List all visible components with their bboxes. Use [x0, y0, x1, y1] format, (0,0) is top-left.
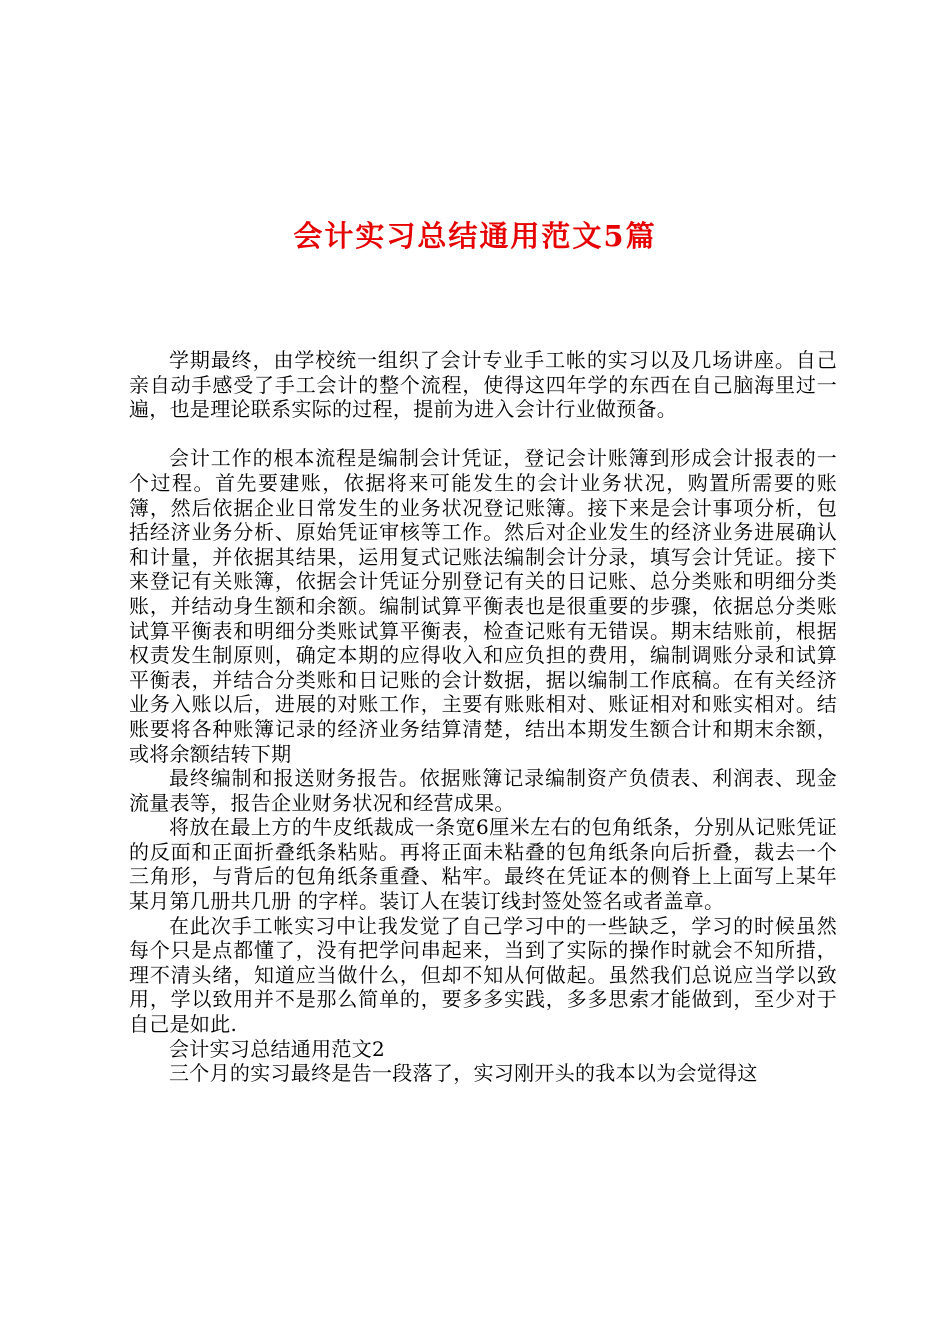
document-body [129, 348, 837, 1086]
paragraph-intro: 学期最终，由学校统一组织了会计专业手工帐的实习以及几场讲座。自己亲自动手感受了手工会计的整个流程，使得这四年学的东西在自己脑海里过一遍，也是理论联系实际的过程，提前为进入会计行业做预备。 [129, 348, 837, 422]
paragraph-binding: 将放在最上方的牛皮纸裁成一条宽6厘米左右的包角纸条，分别从记账凭证的反面和正面折叠纸条粘贴。再将正面未粘叠的包角纸条向后折叠，裁去一个三角形，与背后的包角纸条重叠、粘牢。最终在凭证本的侧脊上上面写上某年某月第几册共几册 的字样。装订人在装订线封签处签名或者盖章。 [129, 815, 837, 914]
paragraph-reflection: 在此次手工帐实习中让我发觉了自己学习中的一些缺乏，学习的时候虽然每个只是点都懂了，没有把学问串起来，当到了实际的操作时就会不知所措，理不清头绪，知道应当做什么，但却不知从何做起。虽然我们总说应当学以致用，学以致用并不是那么简单的，要多多实践，多多思索才能做到，至少对于自己是如此. [129, 913, 837, 1037]
paragraph-section-2-start: 三个月的实习最终是告一段落了，实习刚开头的我本以为会觉得这 [169, 1061, 758, 1086]
paragraph-workflow: 会计工作的根本流程是编制会计凭证，登记会计账簿到形成会计报表的一个过程。首先要建账，依据将来可能发生的会计业务状况，购置所需要的账簿，然后依据企业日常发生的业务状况登记账簿。接下来是会计事项分析，包括经济业务分析、原始凭证审核等工作。然后对企业发生的经济业务进展确认和计量，并依据其结果，运用复式记账法编制会计分录，填写会计凭证。接下来登记有关账簿，依据会计凭证分别登记有关的日记账、总分类账和明细分类账，并结动身生额和余额。编制试算平衡表也是很重要的步骤，依据总分类账试算平衡表和明细分类账试算平衡表，检查记账有无错误。期末结账前，根据权责发生制原则，确定本期的应得收入和应负担的费用，编制调账分录和试算平衡表，并结合分类账和日记账的会计数据，据以编制工作底稿。在有关经济业务入账以后，进展的对账工作，主要有账账相对、账证相对和账实相对。结账要将各种账簿记录的经济业务结算清楚，结出本期发生额合计和期末余额，或将余额结转下期 [129, 446, 837, 766]
section-heading-2: 会计实习总结通用范文2 [169, 1036, 386, 1061]
document-title: 会计实习总结通用范文5篇 [293, 219, 657, 253]
paragraph-financial-report: 最终编制和报送财务报告。依据账簿记录编制资产负债表、利润表、现金流量表等，报告企业财务状况和经营成果。 [129, 766, 837, 815]
